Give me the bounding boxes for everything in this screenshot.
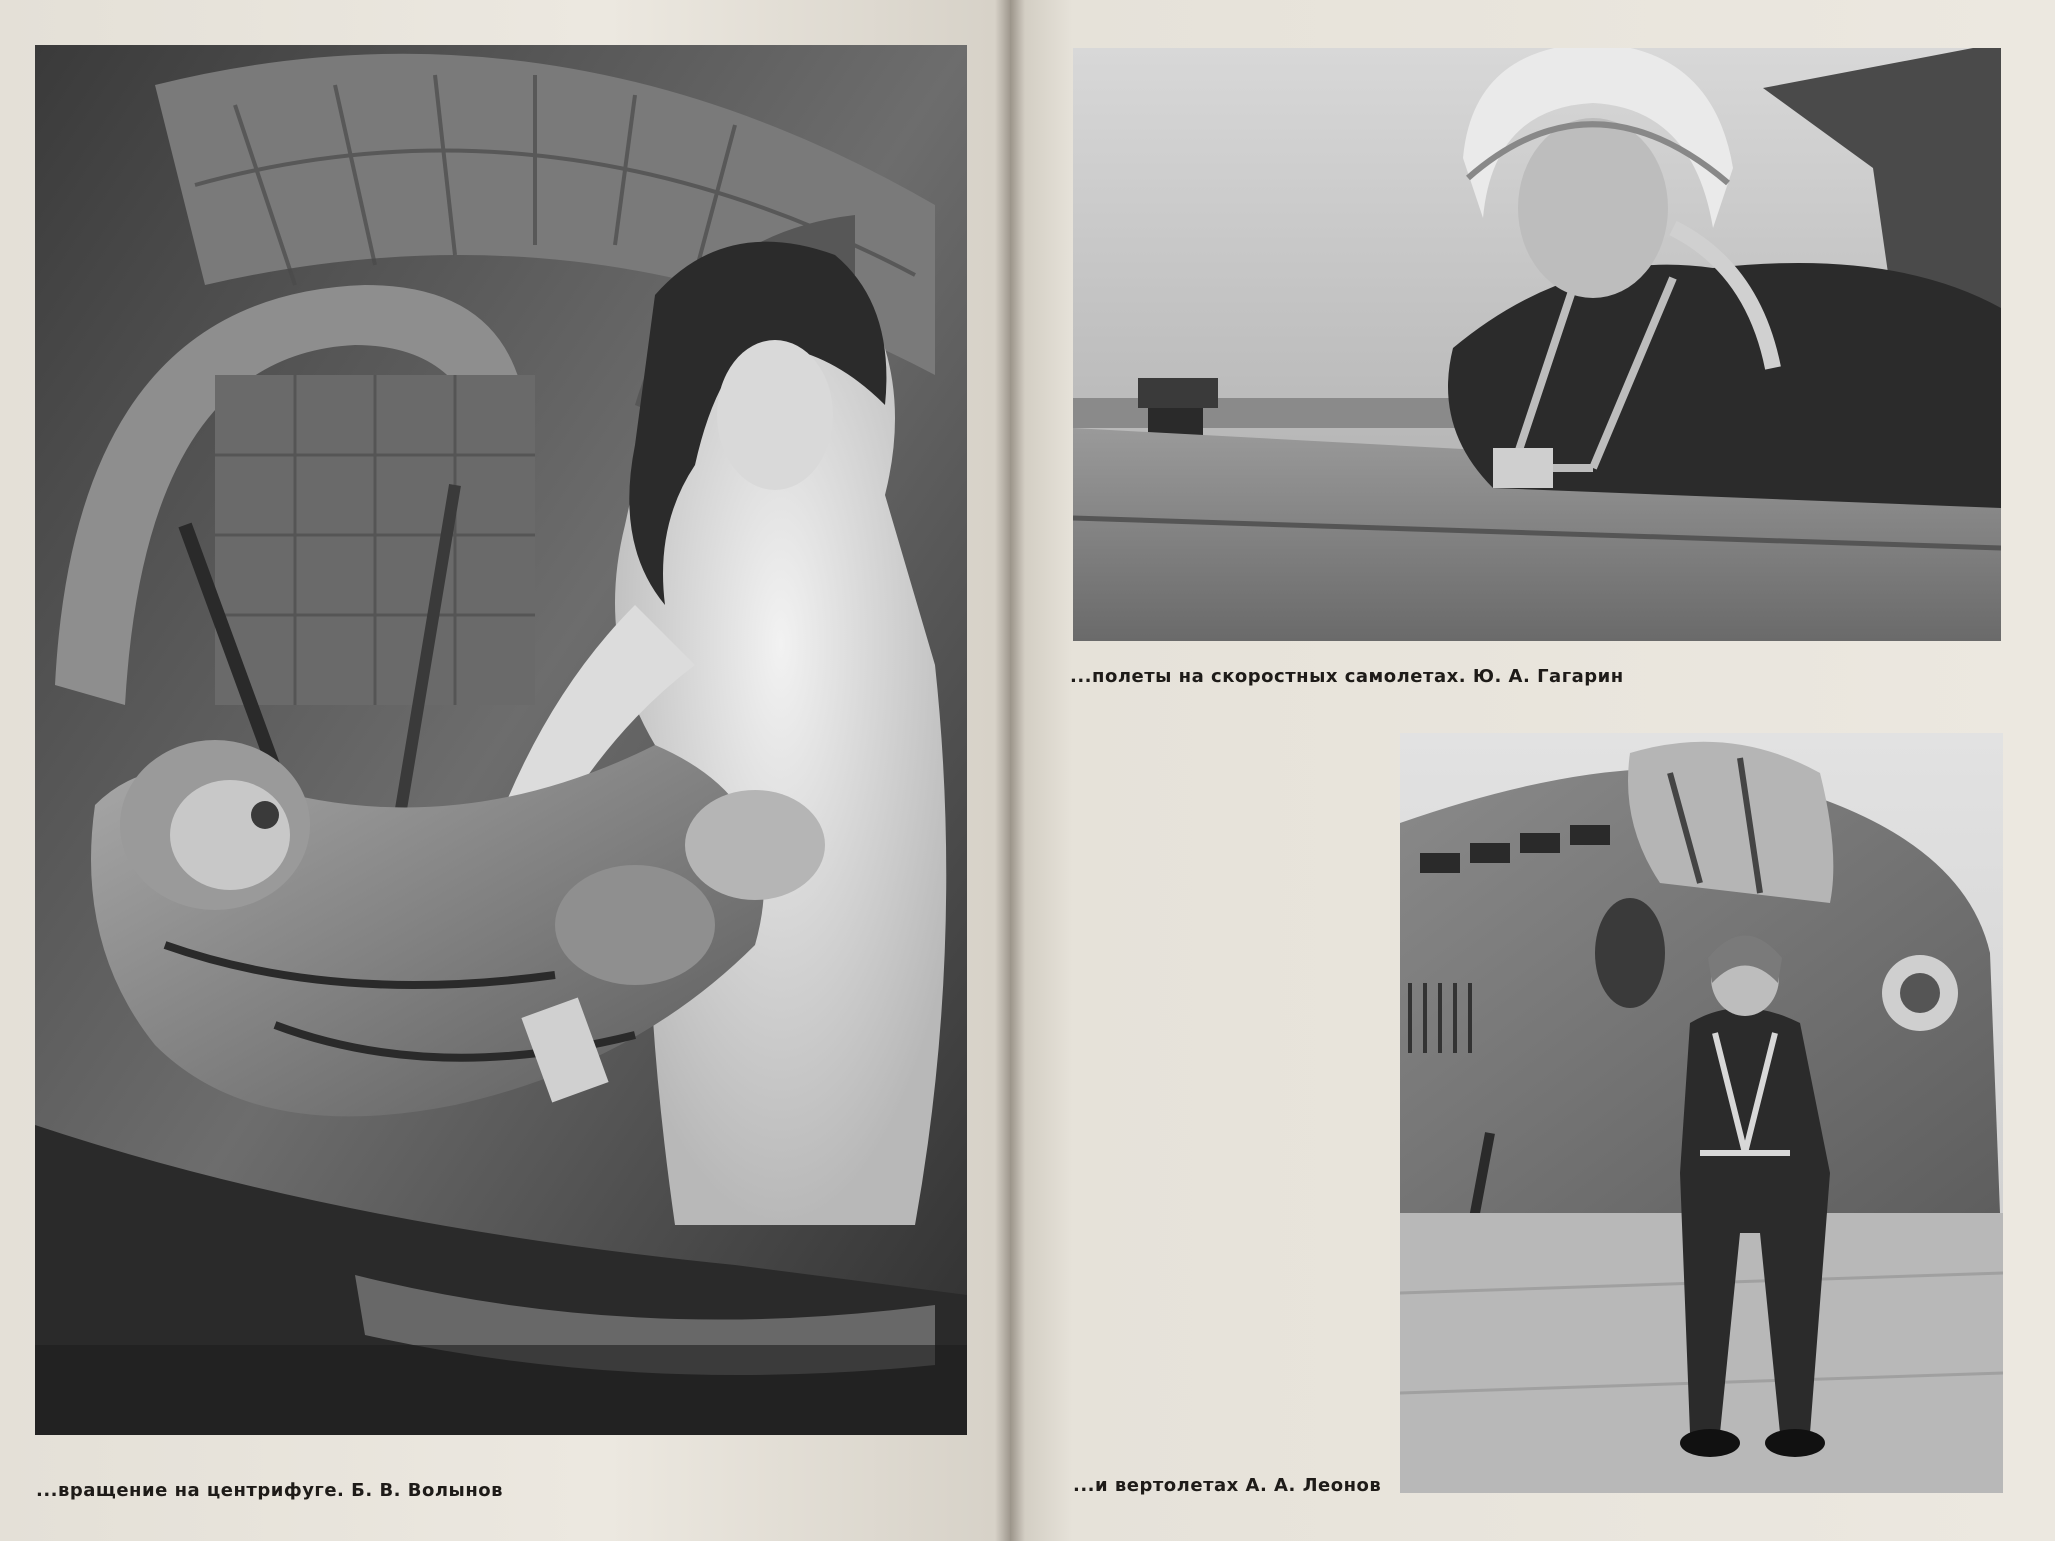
centrifuge-photo-illustration xyxy=(35,45,967,1435)
jet-cockpit-photo xyxy=(1073,48,2001,641)
jet-cockpit-photo-illustration xyxy=(1073,48,2001,641)
helicopter-photo-illustration xyxy=(1400,733,2003,1493)
caption-helicopter: ...и вертолетах А. А. Леонов xyxy=(1073,1475,1382,1496)
caption-jet: ...полеты на скоростных самолетах. Ю. А. Гагарин xyxy=(1070,666,1624,687)
book-gutter xyxy=(995,0,1025,1541)
caption-centrifuge: ...вращение на центрифуге. Б. В. Волынов xyxy=(36,1480,504,1501)
centrifuge-photo xyxy=(35,45,967,1435)
helicopter-photo xyxy=(1400,733,2003,1493)
